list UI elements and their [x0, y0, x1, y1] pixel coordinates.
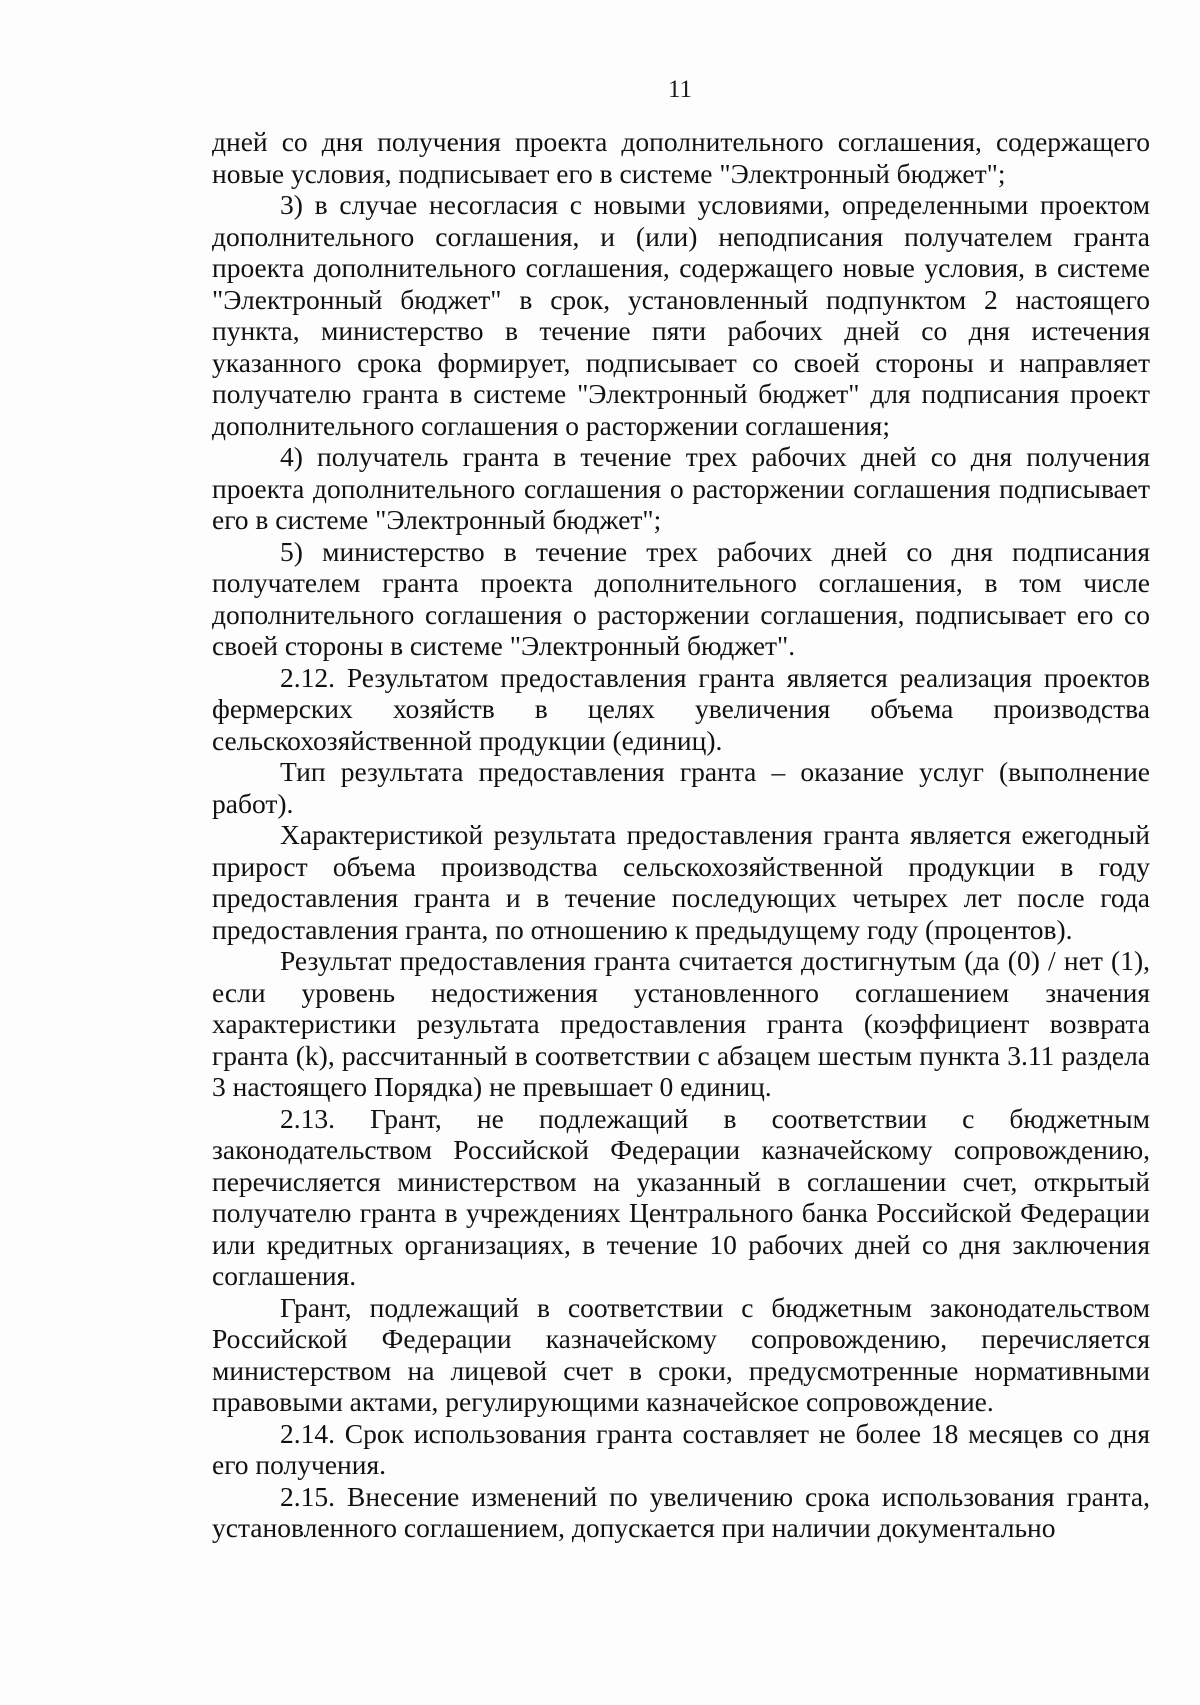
paragraph-result-type: Тип результата предоставления гранта – оказание услуг (выполнение работ).	[212, 756, 1150, 819]
paragraph-item-3: 3) в случае несогласия с новыми условиями, определенными проектом дополнительного соглашения, и (или) неподписания получателем гранта проекта дополнительного соглашения, содержащего новые условия, в системе "Электронный бюджет" в срок, установленный подпунктом 2 настоящего пункта, министерство в течение пяти рабочих дней со дня истечения указанного срока формирует, подписывает со своей стороны и направляет получателю гранта в системе "Электронный бюджет" для подписания проект дополнительного соглашения о расторжении соглашения;	[212, 189, 1150, 441]
paragraph-result-characteristic: Характеристикой результата предоставления гранта является ежегодный прирост объема производства сельскохозяйственной продукции в году предоставления гранта и в течение последующих четырех лет после года предоставления гранта, по отношению к предыдущему году (процентов).	[212, 819, 1150, 945]
paragraph-treasury-support: Грант, подлежащий в соответствии с бюджетным законодательством Российской Федерации казначейскому сопровождению, перечисляется министерством на лицевой счет в сроки, предусмотренные нормативными правовыми актами, регулирующими казначейское сопровождение.	[212, 1291, 1150, 1417]
paragraph-result-achieved: Результат предоставления гранта считается достигнутым (да (0) / нет (1), если уровень недостижения установленного соглашением значения характеристики результата предоставления гранта (коэффициент возврата гранта (k), рассчитанный в соответствии с абзацем шестым пункта 3.11 раздела 3 настоящего Порядка) не превышает 0 единиц.	[212, 945, 1150, 1102]
paragraph-2-13: 2.13. Грант, не подлежащий в соответствии с бюджетным законодательством Российской Федерации казначейскому сопровождению, перечисляется министерством на указанный в соглашении счет, открытый получателю гранта в учреждениях Центрального банка Российской Федерации или кредитных организациях, в течение 10 рабочих дней со дня заключения соглашения.	[212, 1102, 1150, 1291]
page-number: 11	[667, 76, 693, 103]
paragraph-item-5: 5) министерство в течение трех рабочих дней со дня подписания получателем гранта проекта дополнительного соглашения, в том числе дополнительного соглашения о расторжении соглашения, подписывает его со своей стороны в системе "Электронный бюджет".	[212, 535, 1150, 661]
paragraph-2-15: 2.15. Внесение изменений по увеличению срока использования гранта, установленного соглашением, допускается при наличии документально	[212, 1480, 1150, 1543]
document-body	[212, 126, 1150, 1544]
paragraph-item-4: 4) получатель гранта в течение трех рабочих дней со дня получения проекта дополнительного соглашения о расторжении соглашения подписывает его в системе "Электронный бюджет";	[212, 441, 1150, 535]
paragraph-2-14: 2.14. Срок использования гранта составляет не более 18 месяцев со дня его получения.	[212, 1417, 1150, 1480]
paragraph-continuation: дней со дня получения проекта дополнительного соглашения, содержащего новые условия, подписывает его в системе "Электронный бюджет";	[212, 126, 1150, 189]
paragraph-2-12: 2.12. Результатом предоставления гранта является реализация проектов фермерских хозяйств в целях увеличения объема производства сельскохозяйственной продукции (единиц).	[212, 661, 1150, 756]
